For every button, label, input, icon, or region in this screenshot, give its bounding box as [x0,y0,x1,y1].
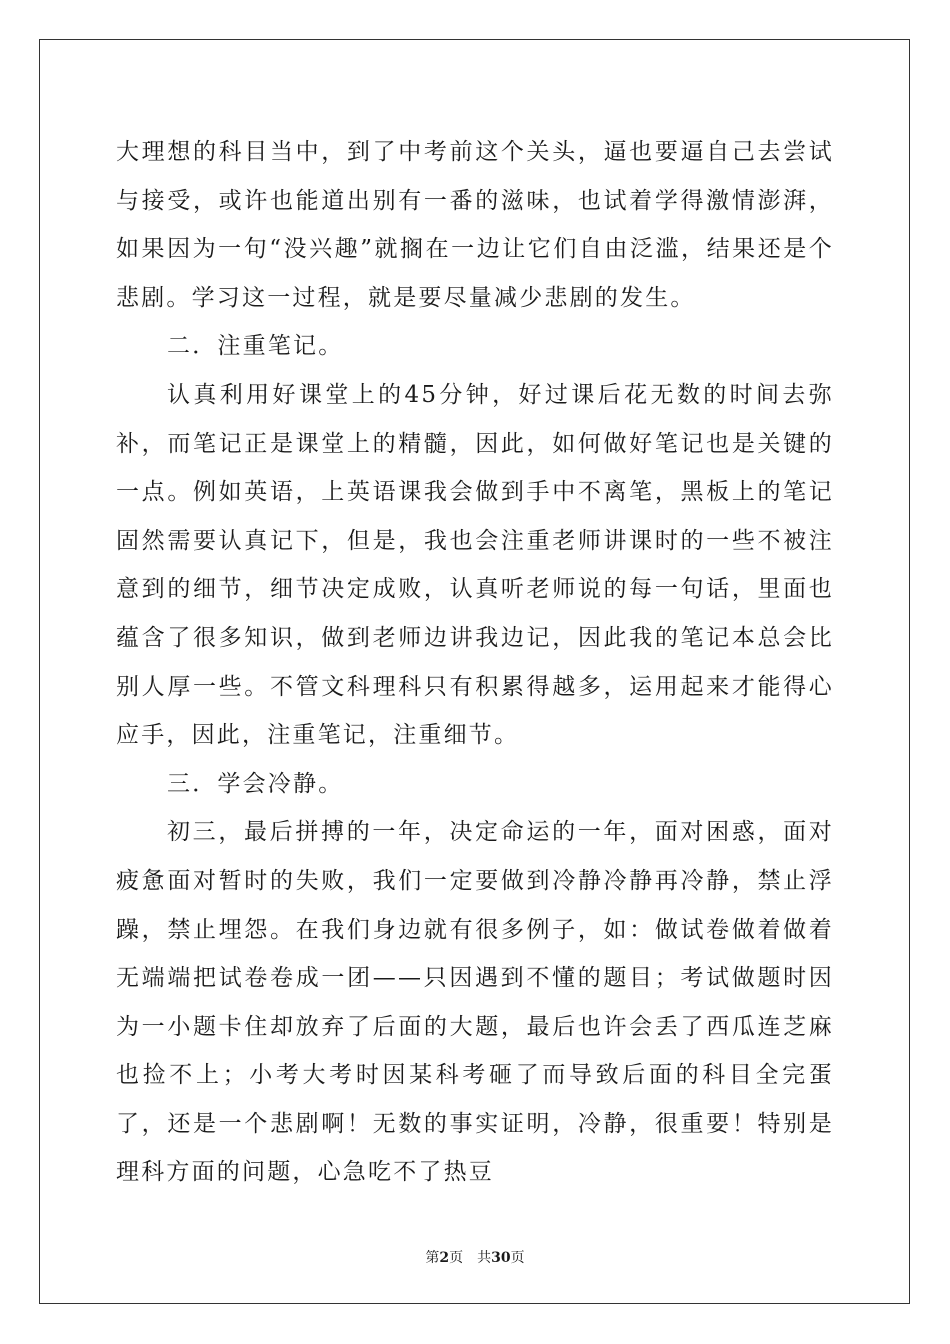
document-body [116,128,834,1197]
page-number: 2 [439,1250,450,1266]
section-heading-notes: 二．注重笔记。 [167,333,344,360]
page-prefix: 第 [425,1250,440,1266]
paragraph-continuation: 大理想的科目当中，到了中考前这个关头，逼也要逼自己去尝试与接受，或许也能道出别有一番的滋味，也试着学得激情澎湃，如果因为一句“没兴趣”就搁在一边让它们自由泛滥，结果还是个悲剧。学习这一过程，就是要尽量减少悲剧的发生。 [116,139,834,311]
page-suffix: 页 [449,1250,464,1266]
page-footer [0,1248,950,1268]
paragraph-calm: 初三，最后拼搏的一年，决定命运的一年，面对困惑，面对疲惫面对暂时的失败，我们一定要做到冷静冷静再冷静，禁止浮躁，禁止埋怨。在我们身边就有很多例子，如：做试卷做着做着无端端把试卷卷成一团——只因遇到不懂的题目；考试做题时因为一小题卡住却放弃了后面的大题，最后也许会丢了西瓜连芝麻也捡不上；小考大考时因某科考砸了而导致后面的科目全完蛋了，还是一个悲剧啊！无数的事实证明，冷静，很重要！特别是理科方面的问题，心急吃不了热豆 [116,819,834,1186]
total-prefix: 共 [477,1250,492,1266]
paragraph-notes: 认真利用好课堂上的45分钟，好过课后花无数的时间去弥补，而笔记正是课堂上的精髓，因此，如何做好笔记也是关键的一点。例如英语，上英语课我会做到手中不离笔，黑板上的笔记固然需要认真记下，但是，我也会注重老师讲课时的一些不被注意到的细节，细节决定成败，认真听老师说的每一句话，里面也蕴含了很多知识，做到老师边讲我边记，因此我的笔记本总会比别人厚一些。不管文科理科只有积累得越多，运用起来才能得心应手，因此，注重笔记，注重细节。 [116,381,834,749]
total-pages: 30 [491,1250,511,1266]
section-heading-calm: 三．学会冷静。 [167,770,344,797]
total-suffix: 页 [510,1250,525,1266]
